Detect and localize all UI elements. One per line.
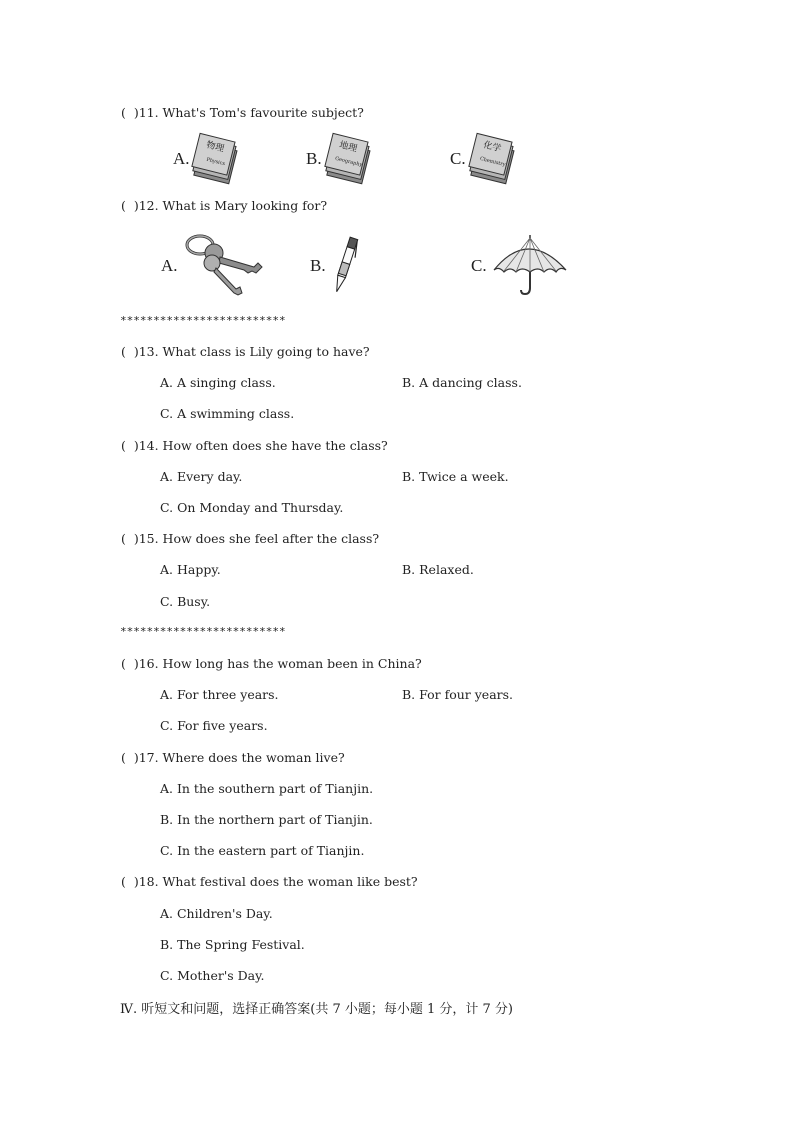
- q16-option-b: B. For four years.: [402, 687, 514, 702]
- question-14: ( )14. How often does she have the class?: [121, 438, 388, 453]
- q15-option-a: A. Happy.: [160, 562, 221, 577]
- q12-option-a-label: A.: [161, 256, 178, 275]
- q11-option-b-label: B.: [306, 149, 322, 168]
- section-4-heading: Ⅳ. 听短文和问题，选择正确答案(共 7 小题；每小题 1 分，计 7 分): [120, 1002, 514, 1017]
- q13-option-c: C. A swimming class.: [160, 406, 295, 421]
- question-17: ( )17. Where does the woman live?: [121, 750, 345, 765]
- question-11: ( )11. What's Tom's favourite subject?: [121, 105, 364, 120]
- q13-option-b: B. A dancing class.: [402, 375, 522, 390]
- question-18: ( )18. What festival does the woman like best?: [121, 874, 418, 889]
- q12-option-c-label: C.: [471, 256, 487, 275]
- question-13: ( )13. What class is Lily going to have?: [121, 344, 370, 359]
- physics-cn-text: 物理: [205, 140, 226, 155]
- physics-book-icon: [192, 133, 248, 189]
- question-16: ( )16. How long has the woman been in China?: [121, 656, 422, 671]
- question-15: ( )15. How does she feel after the class?: [121, 531, 380, 546]
- q11-option-a-label: A.: [173, 149, 190, 168]
- q15-option-c: C. Busy.: [160, 594, 211, 609]
- umbrella-icon: [490, 234, 570, 296]
- geography-book-icon: [325, 133, 381, 189]
- chemistry-book-icon: [469, 133, 525, 189]
- q14-option-c: C. On Monday and Thursday.: [160, 500, 344, 515]
- pen-icon: [330, 235, 360, 297]
- q14-option-a: A. Every day.: [160, 469, 243, 484]
- q17-option-c: C. In the eastern part of Tianjin.: [160, 843, 365, 858]
- q15-option-b: B. Relaxed.: [402, 562, 474, 577]
- keys-icon: [184, 233, 266, 297]
- q11-option-c-label: C.: [450, 149, 466, 168]
- q13-option-a: A. A singing class.: [160, 375, 276, 390]
- q16-option-c: C. For five years.: [160, 718, 268, 733]
- q18-option-c: C. Mother's Day.: [160, 968, 265, 983]
- chemistry-en-text: Chemistry: [479, 155, 507, 169]
- geography-cn-text: 地理: [338, 140, 359, 155]
- physics-en-text: Physics: [205, 156, 226, 168]
- q18-option-a: A. Children's Day.: [160, 906, 273, 921]
- q16-option-a: A. For three years.: [160, 687, 279, 702]
- separator-stars-2: *************************: [120, 625, 286, 638]
- q14-option-b: B. Twice a week.: [402, 469, 509, 484]
- geography-en-text: Geography: [334, 155, 363, 169]
- question-12: ( )12. What is Mary looking for?: [121, 198, 328, 213]
- q17-option-a: A. In the southern part of Tianjin.: [160, 781, 374, 796]
- chemistry-cn-text: 化学: [482, 140, 503, 155]
- separator-stars-1: *************************: [120, 314, 286, 327]
- q17-option-b: B. In the northern part of Tianjin.: [160, 812, 373, 827]
- q12-option-b-label: B.: [310, 256, 326, 275]
- q18-option-b: B. The Spring Festival.: [160, 937, 305, 952]
